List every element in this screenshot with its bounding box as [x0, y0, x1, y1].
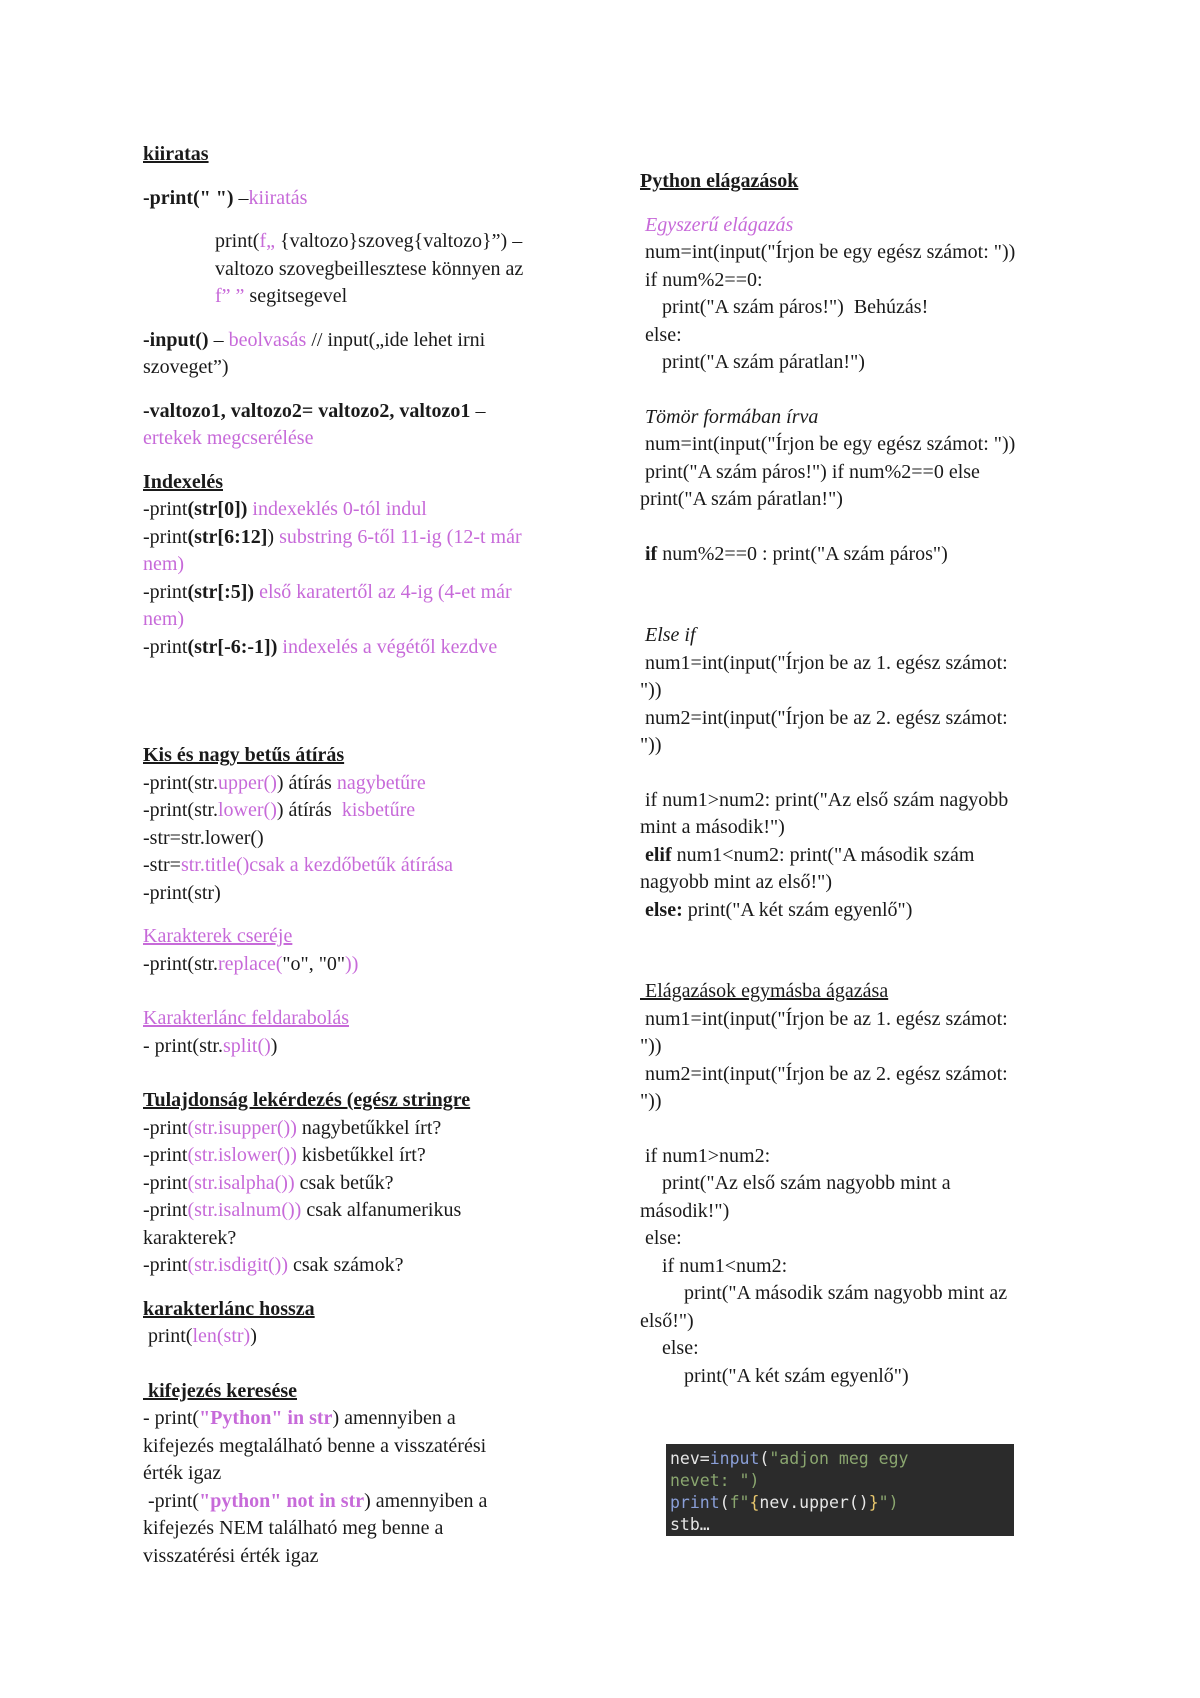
nested-line-8: else:	[640, 1227, 682, 1249]
input-line-1: -input() – beolvasás // input(„ide lehet irni	[143, 328, 486, 351]
case-line-1: -print(str.upper()) átírás nagybetűre	[143, 771, 426, 794]
compact-line-2: print("A szám páros!") if num%2==0 else	[640, 460, 980, 483]
case-line-2: -print(str.lower()) átírás kisbetűre	[143, 799, 416, 821]
nested-line-12: else:	[662, 1337, 699, 1359]
split-line: - print(str.split())	[143, 1034, 278, 1057]
simple-branch-title: Egyszerű elágazás	[640, 213, 794, 236]
fstring-line-3: f” ” segitsegevel	[215, 285, 348, 307]
nested-line-1: num1=int(input("Írjon be az 1. egész számot:	[640, 1007, 1008, 1030]
compact-line-3: print("A szám páratlan!")	[640, 488, 843, 510]
index-line-3b: nem)	[143, 608, 185, 630]
code-line-1: nev=input("adjon meg egy	[670, 1449, 909, 1468]
search-line-2b: kifejezés NEM található meg benne a	[143, 1517, 444, 1539]
fstring-line-2: valtozo szovegbeillesztese könnyen az	[215, 257, 524, 280]
section-title-properties: Tulajdonság lekérdezés (egész stringre	[143, 1089, 471, 1111]
index-line-1: -print(str[0]) indexeklés 0-tól indul	[143, 498, 427, 520]
elif-line-5: if num1>num2: print("Az első szám nagyobb	[640, 788, 1009, 811]
nested-line-7: második!")	[640, 1199, 730, 1222]
elif-line-7: elif num1<num2: print("A második szám	[640, 843, 975, 866]
elif-line-8: nagyobb mint az első!")	[640, 871, 833, 893]
swap-line-1: -valtozo1, valtozo2= valtozo2, valtozo1 –	[143, 399, 486, 422]
simple-line-1: num=int(input("Írjon be egy egész számot: "))	[640, 241, 1016, 263]
simple-line-2: if num%2==0:	[640, 268, 763, 291]
index-line-2: -print(str[6:12]) substring 6-től 11-ig (12-t már	[143, 525, 522, 548]
compact-line-1: num=int(input("Írjon be egy egész számot: "))	[640, 433, 1016, 455]
nested-line-11: első!")	[640, 1309, 694, 1332]
simple-line-3: print("A szám páros!") Behúzás!	[662, 296, 929, 318]
nested-title: Elágazások egymásba ágazása	[640, 980, 889, 1002]
compact-title: Tömör formában írva	[640, 405, 819, 428]
elif-line-2: "))	[640, 679, 662, 701]
nested-line-2: "))	[640, 1035, 662, 1057]
elif-line-4: "))	[640, 734, 662, 756]
case-line-3: -str=str.lower()	[143, 826, 264, 849]
elif-line-6: mint a második!")	[640, 816, 785, 838]
left-column	[143, 141, 583, 1570]
index-line-4: -print(str[-6:-1]) indexelés a végétől kezdve	[143, 635, 498, 658]
section-title-replace: Karakterek cseréje	[143, 925, 293, 947]
code-line-2: nevet: ")	[670, 1471, 760, 1490]
simple-line-5: print("A szám páratlan!")	[662, 351, 865, 373]
code-line-4: stb…	[670, 1515, 710, 1534]
section-title-search: kifejezés keresése	[143, 1379, 298, 1402]
nested-line-13: print("A két szám egyenlő")	[684, 1364, 909, 1387]
prop-line-4b: karakterek?	[143, 1226, 237, 1249]
index-line-3: -print(str[:5]) első karatertől az 4-ig (4-et már	[143, 580, 512, 603]
nested-line-4: "))	[640, 1090, 662, 1112]
prop-line-2: -print(str.islower()) kisbetűkkel írt?	[143, 1144, 426, 1166]
elif-title: Else if	[640, 624, 696, 646]
section-title-split: Karakterlánc feldarabolás	[143, 1007, 349, 1029]
section-title-kiiratas: kiiratas	[143, 143, 209, 165]
search-line-1c: érték igaz	[143, 1462, 222, 1484]
prop-line-3: -print(str.isalpha()) csak betűk?	[143, 1171, 394, 1194]
case-line-4: -str=str.title()csak a kezdőbetűk átírása	[143, 854, 454, 876]
nested-line-10: print("A második szám nagyobb mint az	[684, 1282, 1008, 1304]
section-title-case: Kis és nagy betűs átírás	[143, 744, 345, 766]
index-line-2b: nem)	[143, 553, 185, 575]
search-line-2: -print("python" not in str) amennyiben a	[143, 1489, 488, 1512]
nested-line-3: num2=int(input("Írjon be az 2. egész számot:	[640, 1062, 1008, 1085]
elif-line-1: num1=int(input("Írjon be az 1. egész számot:	[640, 651, 1008, 674]
prop-line-4: -print(str.isalnum()) csak alfanumerikus	[143, 1199, 462, 1221]
section-title-length: karakterlánc hossza	[143, 1297, 315, 1320]
prop-line-5: -print(str.isdigit()) csak számok?	[143, 1254, 404, 1276]
search-line-1: - print("Python" in str) amennyiben a	[143, 1407, 456, 1429]
right-column	[640, 168, 1070, 1390]
case-line-5: -print(str)	[143, 881, 221, 904]
length-line: print(len(str))	[143, 1325, 257, 1347]
section-title-indexeles: Indexelés	[143, 470, 223, 493]
simple-line-4: else:	[640, 323, 682, 346]
elif-line-9: else: print("A két szám egyenlő")	[640, 898, 913, 921]
compact-line-4: if num%2==0 : print("A szám páros")	[640, 542, 948, 565]
code-snippet	[666, 1444, 1014, 1536]
search-line-2c: visszatérési érték igaz	[143, 1544, 319, 1567]
search-line-1b: kifejezés megtalálható benne a visszatérési	[143, 1434, 487, 1457]
swap-line-2: ertekek megcserélése	[143, 427, 314, 449]
replace-line: -print(str.replace("o", "0"))	[143, 952, 359, 975]
prop-line-1: -print(str.isupper()) nagybetűkkel írt?	[143, 1116, 442, 1139]
fstring-line-1: print(f„ {valtozo}szoveg{valtozo}”) –	[215, 230, 523, 252]
code-line-3: print(f"{nev.upper()}")	[670, 1493, 899, 1512]
print-line: -print(" ") –kiiratás	[143, 186, 308, 209]
nested-line-6: print("Az első szám nagyobb mint a	[662, 1172, 951, 1194]
input-line-2: szoveget”)	[143, 356, 229, 378]
elif-line-3: num2=int(input("Írjon be az 2. egész számot:	[640, 706, 1008, 729]
section-title-branching: Python elágazások	[640, 170, 799, 192]
nested-line-5: if num1>num2:	[640, 1144, 771, 1167]
nested-line-9: if num1<num2:	[662, 1254, 788, 1277]
